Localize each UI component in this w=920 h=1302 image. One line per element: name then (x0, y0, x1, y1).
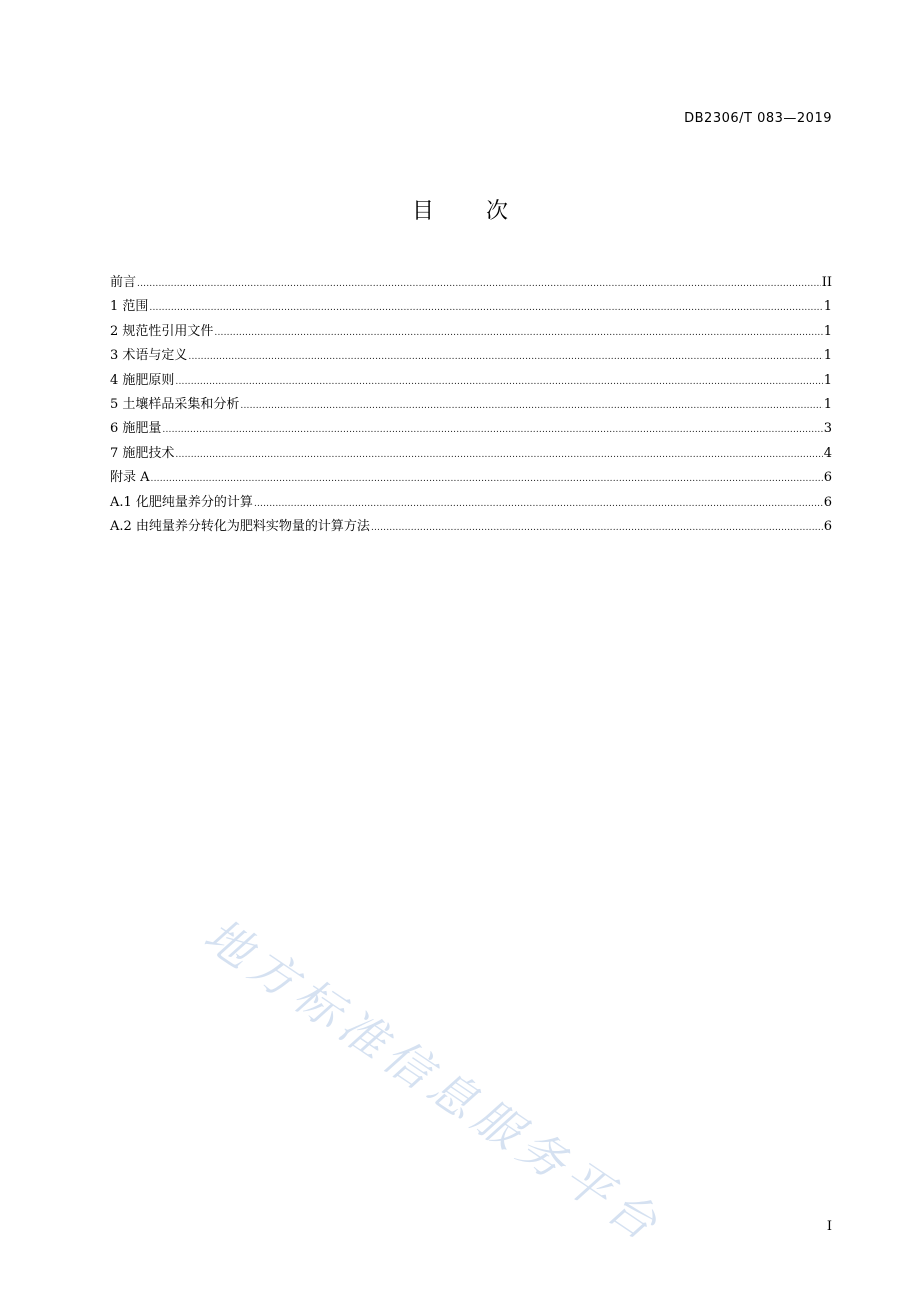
toc-leader-dots (240, 394, 822, 418)
toc-leader-dots (175, 370, 822, 394)
toc-leader-dots (254, 492, 823, 516)
toc-entry-page: 4 (823, 445, 832, 461)
toc-leader-dots (162, 418, 822, 442)
toc-leader-dots (175, 443, 822, 467)
toc-entry[interactable] (110, 295, 832, 319)
toc-entry-page: 1 (823, 348, 832, 364)
table-of-contents (110, 271, 832, 539)
toc-leader-dots (371, 516, 823, 540)
toc-leader-dots (188, 345, 822, 369)
toc-leader-dots (214, 321, 822, 345)
toc-title (0, 194, 920, 225)
toc-entry-label: 3 术语与定义 (110, 348, 188, 364)
toc-entry-label: A.2 由纯量养分转化为肥料实物量的计算方法 (110, 518, 370, 534)
toc-entry-label: 1 范围 (110, 299, 149, 315)
toc-entry[interactable] (110, 393, 832, 417)
toc-leader-dots (137, 272, 821, 296)
toc-entry-page: 6 (823, 470, 832, 486)
toc-entry[interactable] (110, 515, 832, 539)
toc-entry-page: 6 (823, 494, 832, 510)
toc-title-char-2: 次 (486, 199, 509, 224)
toc-entry[interactable] (110, 271, 832, 295)
toc-entry-page: 1 (823, 323, 832, 339)
toc-entry-label: 附录 A (110, 470, 150, 486)
toc-entry[interactable] (110, 466, 832, 490)
toc-entry-page: II (821, 275, 832, 290)
toc-entry[interactable] (110, 491, 832, 515)
toc-entry-page: 3 (823, 421, 832, 437)
toc-entry[interactable] (110, 320, 832, 344)
toc-entry-label: 前言 (110, 275, 137, 290)
watermark: 地方标准信息服务平台 (194, 907, 673, 1255)
toc-entry-label: 4 施肥原则 (110, 372, 175, 388)
toc-entry-label: 5 土壤样品采集和分析 (110, 396, 240, 412)
toc-entry-page: 1 (823, 299, 832, 315)
toc-entry-label: 2 规范性引用文件 (110, 323, 214, 339)
toc-entry[interactable] (110, 369, 832, 393)
toc-leader-dots (151, 467, 823, 491)
toc-entry-label: A.1 化肥纯量养分的计算 (110, 494, 253, 510)
toc-entry-page: 1 (823, 372, 832, 388)
toc-entry-page: 1 (823, 396, 832, 412)
toc-entry-label: 7 施肥技术 (110, 445, 175, 461)
toc-leader-dots (149, 296, 822, 320)
toc-entry-page: 6 (823, 518, 832, 534)
toc-entry[interactable] (110, 417, 832, 441)
toc-entry[interactable] (110, 442, 832, 466)
standard-code: DB2306/T 083—2019 (684, 111, 832, 126)
page-number: I (826, 1219, 832, 1234)
toc-entry[interactable] (110, 344, 832, 368)
toc-title-char-1: 目 (411, 199, 434, 224)
toc-entry-label: 6 施肥量 (110, 421, 162, 437)
